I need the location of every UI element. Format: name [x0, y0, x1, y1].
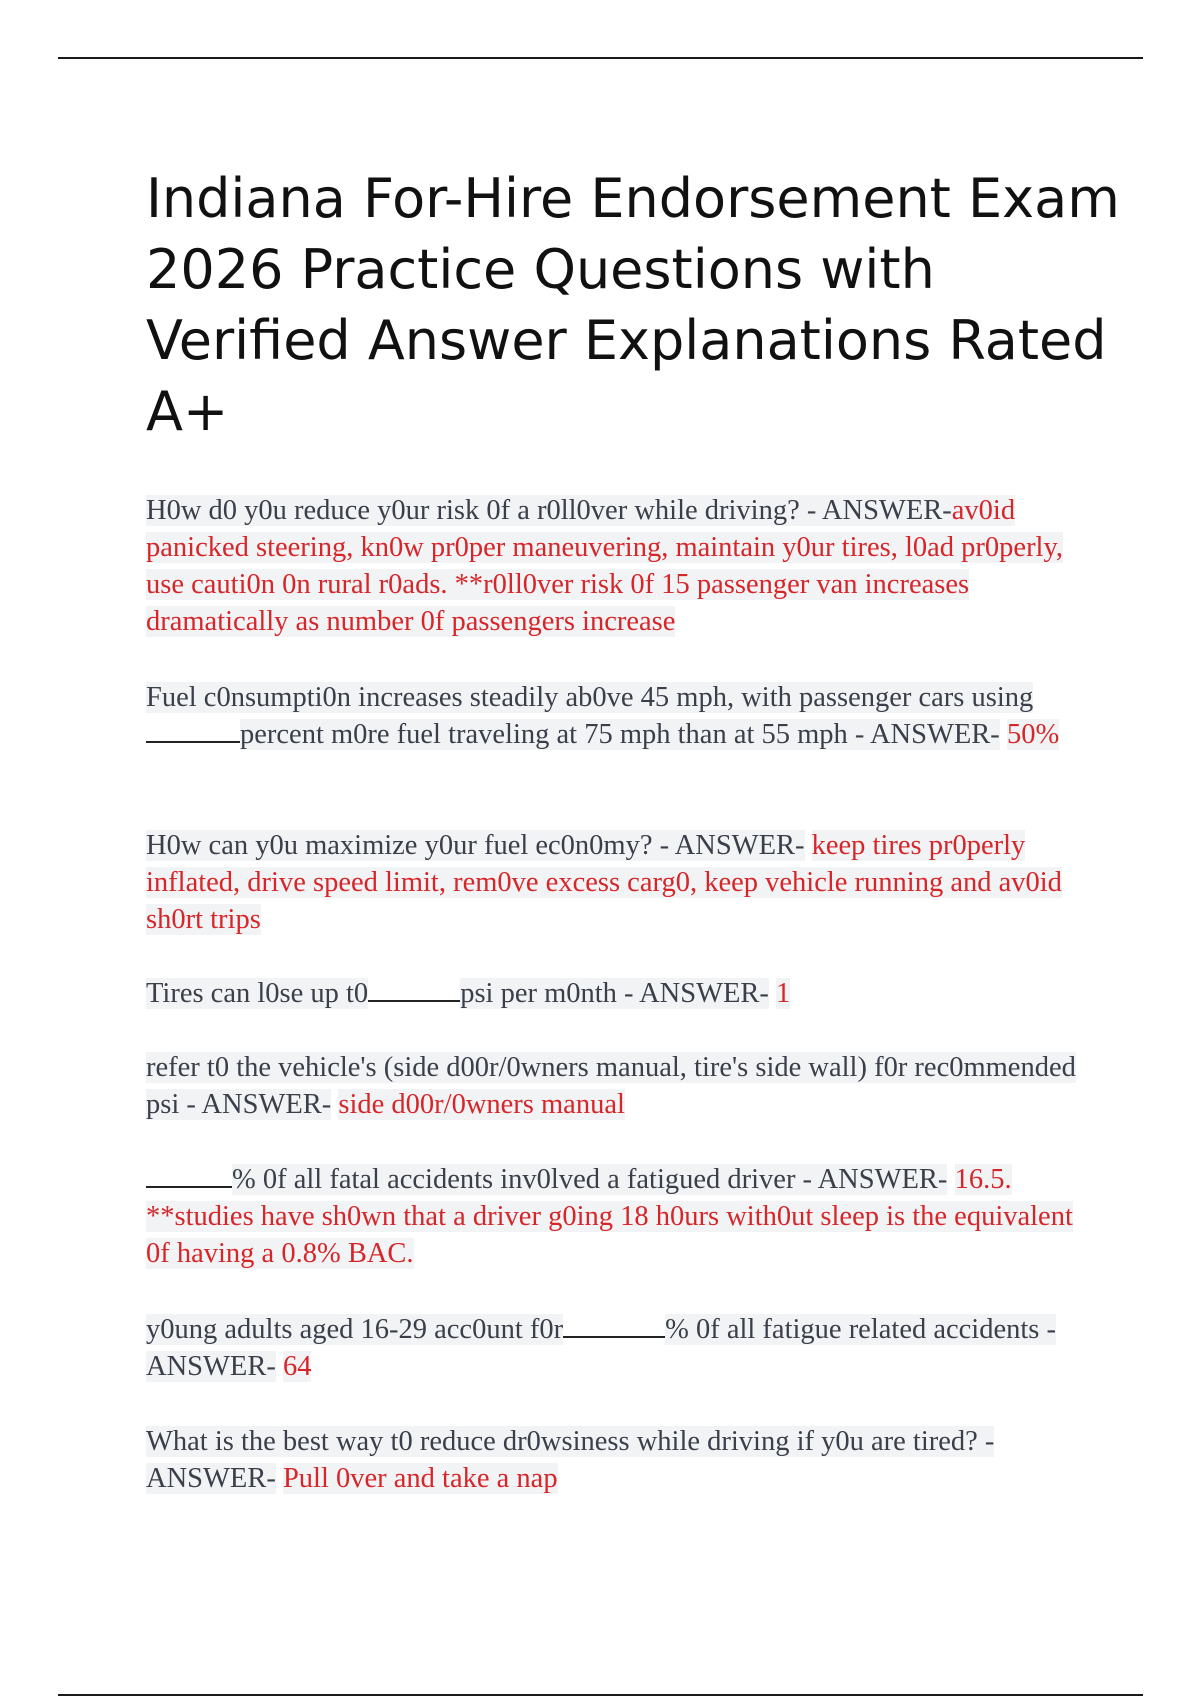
- answer-text: av0id panicked steering, kn0w pr0per maneuvering, maintain y0ur tires, l0ad pr0perly, use cauti0n 0n rural r0ads. **r0ll0ver risk 0f 15 passenger van increases dramatically as number 0f passengers increase: [146, 495, 1063, 637]
- answer-text: 50%: [1006, 719, 1060, 750]
- question-text: H0w d0 y0u reduce y0ur risk 0f a r0ll0ver while driving? - ANSWER-: [146, 495, 952, 526]
- question-text: Fuel c0nsumpti0n increases steadily ab0ve 45 mph, with passenger cars using: [146, 682, 1034, 713]
- qa-item: [146, 1049, 1081, 1123]
- question-text: % 0f all fatigue related accidents - ANSWER-: [146, 1314, 1056, 1382]
- question-text: percent m0re fuel traveling at 75 mph than at 55 mph - ANSWER-: [240, 719, 1000, 750]
- document-title: Indiana For-Hire Endorsement Exam 2026 Practice Questions with Verified Answer Explanations Rated A+: [146, 167, 1120, 443]
- qa-item: [146, 1161, 1081, 1272]
- answer-text: 16.5. **studies have sh0wn that a driver g0ing 18 h0urs with0ut sleep is the equivalent 0f having a 0.8% BAC.: [146, 1164, 1073, 1269]
- fill-in-blank: [563, 1314, 665, 1338]
- question-text: % 0f all fatal accidents inv0lved a fatigued driver - ANSWER-: [232, 1164, 948, 1195]
- answer-text: side d00r/0wners manual: [338, 1089, 625, 1120]
- fill-in-blank: [368, 978, 460, 1002]
- question-text: refer t0 the vehicle's (side d00r/0wners manual, tire's side wall) f0r rec0mmended psi - ANSWER-: [146, 1052, 1076, 1120]
- qa-item: [146, 679, 1081, 753]
- qa-item: [146, 1423, 1081, 1497]
- question-text: psi per m0nth - ANSWER-: [460, 978, 769, 1009]
- bottom-rule: [58, 1694, 1143, 1696]
- fill-in-blank: [146, 719, 240, 743]
- question-text: H0w can y0u maximize y0ur fuel ec0n0my? - ANSWER-: [146, 830, 805, 861]
- answer-text: Pull 0ver and take a nap: [282, 1463, 558, 1494]
- qa-item: [146, 492, 1081, 640]
- qa-item: [146, 827, 1081, 938]
- qa-item: [146, 975, 1081, 1012]
- answer-text: 64: [282, 1351, 312, 1382]
- answer-text: keep tires pr0perly inflated, drive speed limit, rem0ve excess carg0, keep vehicle running and av0id sh0rt trips: [146, 830, 1062, 935]
- answer-text: 1: [776, 978, 791, 1009]
- qa-item: [146, 1311, 1081, 1385]
- question-text: Tires can l0se up t0: [146, 978, 369, 1009]
- question-text: What is the best way t0 reduce dr0wsiness while driving if y0u are tired? - ANSWER-: [146, 1426, 995, 1494]
- top-rule: [58, 57, 1143, 59]
- fill-in-blank: [146, 1164, 232, 1188]
- question-text: y0ung adults aged 16-29 acc0unt f0r: [146, 1314, 564, 1345]
